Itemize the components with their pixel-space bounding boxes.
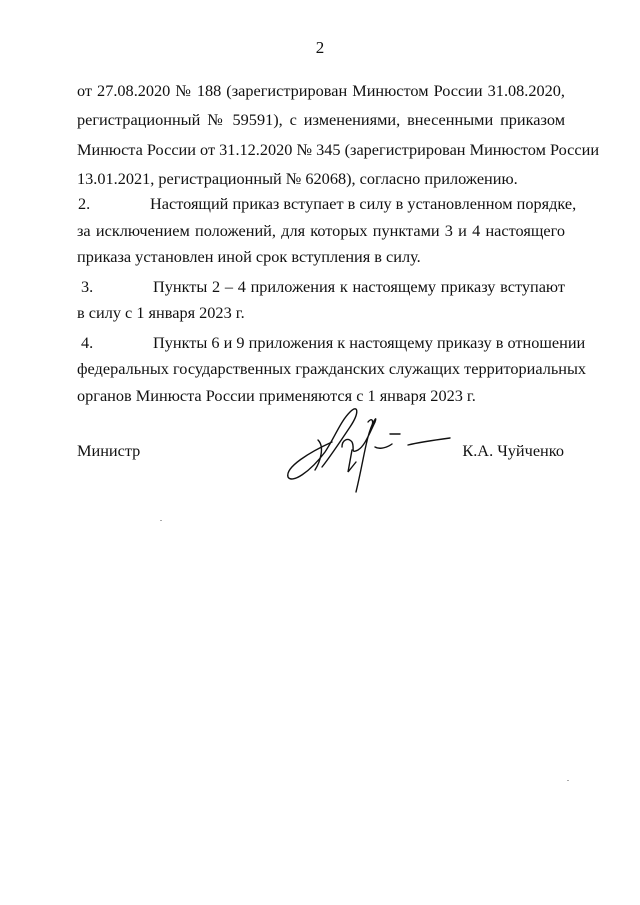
text-line: от 27.08.2020 № 188 (зарегистрирован Минюстом России 31.08.2020, bbox=[77, 81, 565, 100]
text-fragment: Настоящий приказ вступает в силу в установленном порядке, bbox=[150, 194, 577, 214]
text-line: приказа установлен иной срок вступления в силу. bbox=[77, 247, 421, 267]
paragraph-number: 2. bbox=[78, 194, 91, 214]
text-line bbox=[77, 330, 586, 357]
text-line: Минюста России от 31.12.2020 № 345 (зарегистрирован Минюстом России bbox=[77, 139, 600, 159]
text-line: в силу с 1 января 2023 г. bbox=[77, 303, 245, 323]
handwritten-signature bbox=[280, 392, 460, 502]
text-line bbox=[77, 274, 565, 301]
document-body bbox=[77, 76, 600, 409]
page-number: 2 bbox=[315, 38, 325, 57]
text-line: органов Минюста России применяются с 1 января 2023 г. bbox=[77, 385, 476, 405]
paragraph-2 bbox=[77, 191, 577, 271]
text-line bbox=[77, 191, 577, 218]
scan-speck bbox=[160, 520, 162, 521]
paragraph-number: 4. bbox=[81, 332, 94, 352]
signatory-name: К.А. Чуйченко bbox=[462, 441, 564, 460]
text-line: 13.01.2021, регистрационный № 62068), согласно приложению. bbox=[77, 168, 518, 188]
paragraph-1-continuation bbox=[77, 76, 600, 193]
text-line: федеральных государственных гражданских служащих территориальных bbox=[77, 359, 587, 379]
text-line: регистрационный № 59591), с изменениями, внесенными приказом bbox=[77, 110, 565, 130]
paragraph-number: 3. bbox=[81, 276, 94, 296]
text-line: за исключением положений, для которых пунктами 3 и 4 настоящего bbox=[77, 220, 565, 240]
signatory-title: Министр bbox=[77, 441, 141, 460]
text-fragment: Пункты 2 – 4 приложения к настоящему приказу вступают bbox=[153, 276, 565, 296]
scan-speck bbox=[567, 780, 569, 781]
text-fragment: Пункты 6 и 9 приложения к настоящему приказу в отношении bbox=[153, 332, 586, 352]
paragraph-3 bbox=[77, 274, 565, 327]
